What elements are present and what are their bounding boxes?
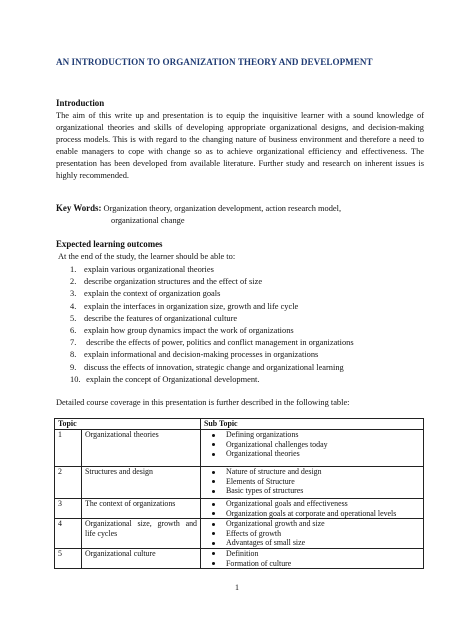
row-subtopics <box>201 519 424 549</box>
row-topic: Organizational size, growth and life cycles <box>82 519 201 549</box>
keywords-line-2: organizational change <box>111 216 185 226</box>
row-subtopics <box>201 467 424 499</box>
subtopic-item: Formation of culture <box>204 559 420 569</box>
list-item: 6. explain how group dynamics impact the work of organizations <box>70 325 294 335</box>
row-topic: Organizational theories <box>82 430 201 467</box>
row-number: 3 <box>55 499 82 519</box>
table-row <box>55 467 424 499</box>
list-item: 9. discuss the effects of innovation, strategic change and organizational learning <box>70 362 344 372</box>
row-number: 1 <box>55 430 82 467</box>
subtopic-item: Nature of structure and design <box>204 467 420 477</box>
keywords-label: Key Words: <box>56 203 102 213</box>
subtopic-item: Basic types of structures <box>204 486 420 496</box>
table-row <box>55 548 424 568</box>
page-number: 1 <box>235 583 239 592</box>
subtopic-item: Advantages of small size <box>204 538 420 548</box>
subtopic-item: Organizational challenges today <box>204 440 420 450</box>
list-item: 3. explain the context of organization goals <box>70 289 221 299</box>
row-number: 2 <box>55 467 82 499</box>
table-row <box>55 430 424 467</box>
row-subtopics <box>201 430 424 467</box>
list-item: 4. explain the interfaces in organization size, growth and life cycle <box>70 301 299 311</box>
table-header-row <box>55 419 424 430</box>
list-item: 1. explain various organizational theories <box>70 265 214 274</box>
subtopic-item: Organizational goals and effectiveness <box>204 499 420 509</box>
table-intro-line: Detailed course coverage in this presentation is further described in the following table: <box>56 398 350 407</box>
row-topic: Structures and design <box>82 467 201 499</box>
header-subtopic: Sub Topic <box>201 419 424 430</box>
row-number: 4 <box>55 519 82 549</box>
document-title: AN INTRODUCTION TO ORGANIZATION THEORY AND DEVELOPMENT <box>56 57 373 67</box>
course-coverage-table <box>54 418 424 569</box>
row-subtopics <box>201 548 424 568</box>
subtopic-item: Organizational growth and size <box>204 519 420 529</box>
keywords-block <box>56 202 424 227</box>
row-topic: Organizational culture <box>82 548 201 568</box>
subtopic-item: Defining organizations <box>204 430 420 440</box>
list-item: 8. explain informational and decision-making processes in organizations <box>70 350 319 360</box>
list-item: 5. describe the features of organizational culture <box>70 313 238 323</box>
outcomes-list <box>70 264 354 386</box>
subtopic-item: Organizational theories <box>204 449 420 459</box>
list-item: 10. explain the concept of Organizational development. <box>70 374 260 384</box>
outcomes-heading: Expected learning outcomes <box>56 239 163 249</box>
row-topic: The context of organizations <box>82 499 201 519</box>
subtopic-item: Organization goals at corporate and operational levels <box>204 509 420 519</box>
subtopic-item: Elements of Structure <box>204 477 420 487</box>
table-row <box>55 519 424 549</box>
row-subtopics <box>201 499 424 519</box>
introduction-heading: Introduction <box>56 98 105 108</box>
table-row <box>55 499 424 519</box>
subtopic-item: Definition <box>204 549 420 559</box>
row-number: 5 <box>55 548 82 568</box>
header-topic: Topic <box>55 419 201 430</box>
subtopic-item: Effects of growth <box>204 529 420 539</box>
keywords-line-1: Organization theory, organization development, action research model, <box>103 204 342 213</box>
list-item: 7. describe the effects of power, politics and conflict management in organizations <box>70 338 354 348</box>
list-item: 2. describe organization structures and the effect of size <box>70 277 263 287</box>
outcomes-intro: At the end of the study, the learner should be able to: <box>58 252 236 261</box>
introduction-paragraph: The aim of this write up and presentation is to equip the inquisitive learner with a sound knowledge of organizational theories and skills of developing appropriate organizational designs, and decision-making process models. This is with regard to the changing nature of business environment and therefore a need to enable managers to cope with change so as to achieve organizational efficiency and effectiveness. The presentation has been developed from available literature. Further study and research on inherent issues is highly recommended. <box>56 111 424 181</box>
